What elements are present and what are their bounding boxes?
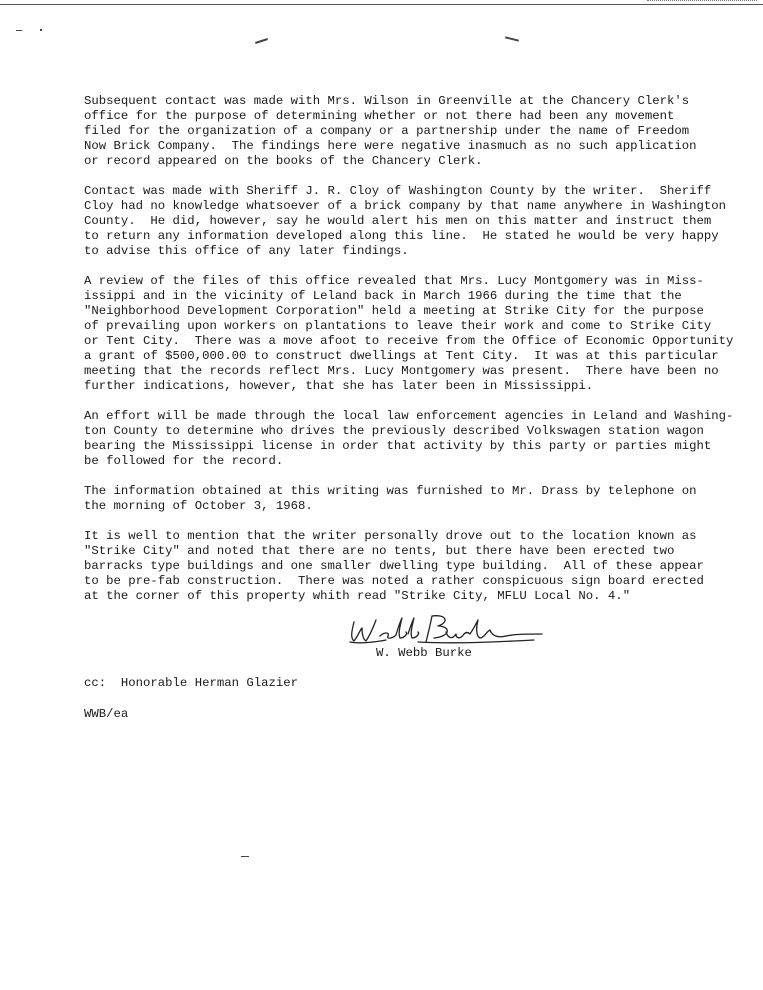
- paragraph-sheriff-cloy: [84, 184, 754, 259]
- scan-speck: [40, 29, 42, 31]
- body-line: be followed for the record.: [84, 454, 284, 468]
- body-line: meeting that the records reflect Mrs. Lucy Montgomery was present. There have been no: [84, 364, 719, 378]
- body-line: a grant of $500,000.00 to construct dwellings at Tent City. It was at this particular: [84, 349, 719, 363]
- body-line: It is well to mention that the writer personally drove out to the location known as: [84, 529, 697, 543]
- paragraph-chancery-clerk: [84, 94, 754, 169]
- letter-body: [84, 94, 754, 619]
- top-rule: [0, 4, 763, 5]
- body-line: Contact was made with Sheriff J. R. Cloy of Washington County by the writer. Sheriff: [84, 184, 712, 198]
- body-line: to advise this office of any later findings.: [84, 244, 409, 258]
- body-line: or Tent City. There was a move afoot to receive from the Office of Economic Opportunity: [84, 334, 734, 348]
- scan-speck: [241, 856, 249, 857]
- body-line: The information obtained at this writing was furnished to Mr. Drass by telephone on: [84, 484, 697, 498]
- body-line: Now Brick Company. The findings here were negative inasmuch as no such application: [84, 139, 697, 153]
- signature-block: [346, 608, 586, 678]
- handwritten-signature: [346, 608, 586, 648]
- scan-speck: [505, 36, 519, 41]
- paragraph-information-furnished: [84, 484, 754, 514]
- body-line: Subsequent contact was made with Mrs. Wilson in Greenville at the Chancery Clerk's: [84, 94, 690, 108]
- paragraph-lucy-montgomery: [84, 274, 754, 394]
- body-line: "Strike City" and noted that there are no tents, but there have been erected two: [84, 544, 675, 558]
- body-line: to be pre-fab construction. There was noted a rather conspicuous sign board erected: [84, 574, 704, 588]
- body-line: issippi and in the vicinity of Leland back in March 1966 during the time that the: [84, 289, 682, 303]
- body-line: of prevailing upon workers on plantations to leave their work and come to Strike City: [84, 319, 712, 333]
- signer-typed-name: W. Webb Burke: [376, 646, 472, 660]
- body-line: bearing the Mississippi license in order that activity by this party or parties might: [84, 439, 712, 453]
- scan-speck: [16, 30, 22, 31]
- reference-initials: WWB/ea: [84, 707, 129, 721]
- body-line: filed for the organization of a company or a partnership under the name of Freedom: [84, 124, 690, 138]
- body-line: office for the purpose of determining whether or not there had been any movement: [84, 109, 675, 123]
- body-line: or record appeared on the books of the Chancery Clerk.: [84, 154, 483, 168]
- body-line: to return any information developed along this line. He stated he would be very happy: [84, 229, 719, 243]
- cc-line: cc: Honorable Herman Glazier: [84, 676, 299, 690]
- body-line: "Neighborhood Development Corporation" held a meeting at Strike City for the purpose: [84, 304, 704, 318]
- body-line: ton County to determine who drives the previously described Volkswagen station wagon: [84, 424, 704, 438]
- paragraph-strike-city: [84, 529, 754, 604]
- body-line: the morning of October 3, 1968.: [84, 499, 313, 513]
- scan-speck: [255, 38, 268, 44]
- body-line: An effort will be made through the local law enforcement agencies in Leland and Washing-: [84, 409, 734, 423]
- body-line: A review of the files of this office revealed that Mrs. Lucy Montgomery was in Miss-: [84, 274, 704, 288]
- body-line: further indications, however, that she has later been in Mississippi.: [84, 379, 594, 393]
- body-line: at the corner of this property whith read "Strike City, MFLU Local No. 4.": [84, 589, 631, 603]
- body-line: barracks type buildings and one smaller dwelling type building. All of these appear: [84, 559, 704, 573]
- paragraph-volkswagen: [84, 409, 754, 469]
- top-rule-dots: [647, 0, 757, 4]
- body-line: Cloy had no knowledge whatsoever of a brick company by that name anywhere in Washington: [84, 199, 727, 213]
- body-line: County. He did, however, say he would alert his men on this matter and instruct them: [84, 214, 712, 228]
